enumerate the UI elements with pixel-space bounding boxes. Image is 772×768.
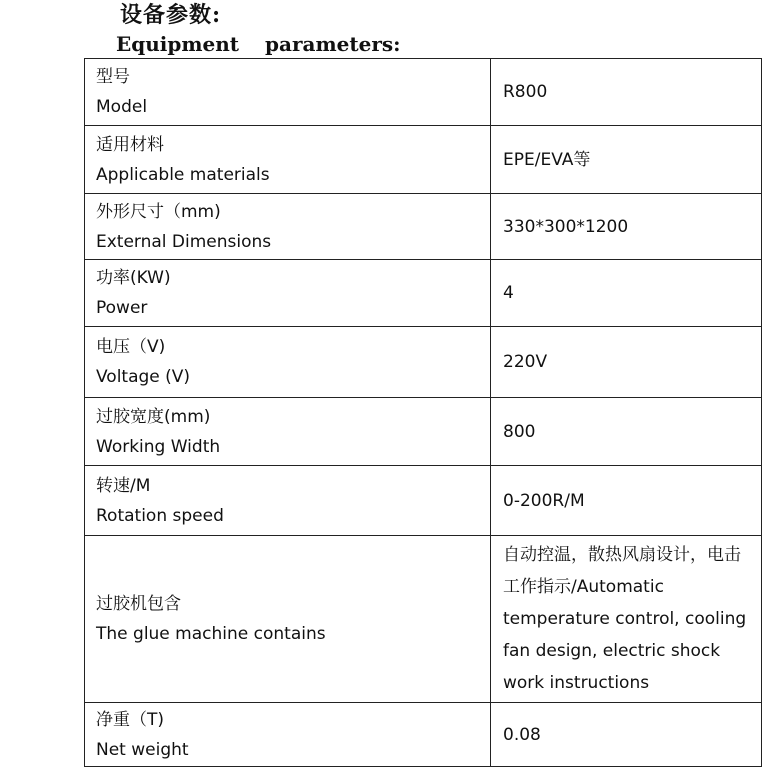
label-en: Working Width [96, 436, 221, 457]
label-cell [85, 327, 491, 398]
label-en: Model [96, 97, 148, 117]
value-cell [491, 194, 762, 260]
table-row-dimensions [85, 194, 762, 260]
label-cell [85, 59, 491, 126]
label-cn: 过胶机包含 [96, 594, 181, 614]
label-cn: 型号 [96, 67, 130, 87]
label-cn: 适用材料 [96, 134, 164, 155]
label-en: External Dimensions [96, 231, 272, 252]
value-cell [491, 126, 762, 194]
value-cell [491, 327, 762, 398]
value-cell [491, 703, 762, 767]
heading-title-en-part2: parameters: [265, 32, 401, 56]
label-cell [85, 536, 491, 703]
label-cn: 净重（T) [96, 709, 165, 730]
value-text: 220V [503, 352, 548, 372]
value-text: 0.08 [503, 724, 541, 745]
value-cell [491, 260, 762, 327]
table-row-voltage [85, 327, 762, 398]
value-cell [491, 466, 762, 536]
heading-title-en-part1: Equipment [116, 32, 240, 56]
label-cn: 外形尺寸（mm) [96, 201, 221, 222]
table-row-glue-machine-contains [85, 536, 762, 703]
equipment-parameters-table [84, 58, 762, 767]
value-text: 330*300*1200 [503, 216, 629, 237]
heading-title-cn: 设备参数: [120, 2, 222, 28]
value-cell [491, 398, 762, 466]
value-text: 0-200R/M [503, 490, 585, 511]
label-cell [85, 260, 491, 327]
table-row-working-width [85, 398, 762, 466]
label-cell [85, 126, 491, 194]
value-text: 自动控温，散热风扇设计，电击工作指示/Automatic temperature control, cooling fan design, electric shock work instructions [503, 545, 747, 693]
label-cell [85, 466, 491, 536]
document-heading [116, 0, 716, 58]
label-cn: 功率(KW) [96, 268, 171, 288]
table-row-model [85, 59, 762, 126]
value-text: R800 [503, 82, 548, 102]
table-row-materials [85, 126, 762, 194]
label-en: Rotation speed [96, 505, 224, 526]
label-cell [85, 194, 491, 260]
value-cell [491, 59, 762, 126]
value-text: EPE/EVA等 [503, 149, 591, 170]
table-row-rotation-speed [85, 466, 762, 536]
value-text: 4 [503, 283, 514, 303]
heading-title-en [116, 31, 401, 57]
value-cell [491, 536, 762, 703]
label-cell [85, 703, 491, 767]
label-en: Power [96, 298, 148, 318]
label-cn: 电压（V) [96, 337, 166, 357]
label-cell [85, 398, 491, 466]
label-en: Applicable materials [96, 164, 270, 185]
label-cn: 转速/M [96, 475, 151, 496]
table-row-power [85, 260, 762, 327]
label-cn: 过胶宽度(mm) [96, 406, 211, 427]
label-en: The glue machine contains [96, 624, 326, 644]
value-text: 800 [503, 421, 536, 442]
label-en: Net weight [96, 739, 189, 760]
label-en: Voltage (V) [96, 367, 191, 387]
table-row-net-weight [85, 703, 762, 767]
